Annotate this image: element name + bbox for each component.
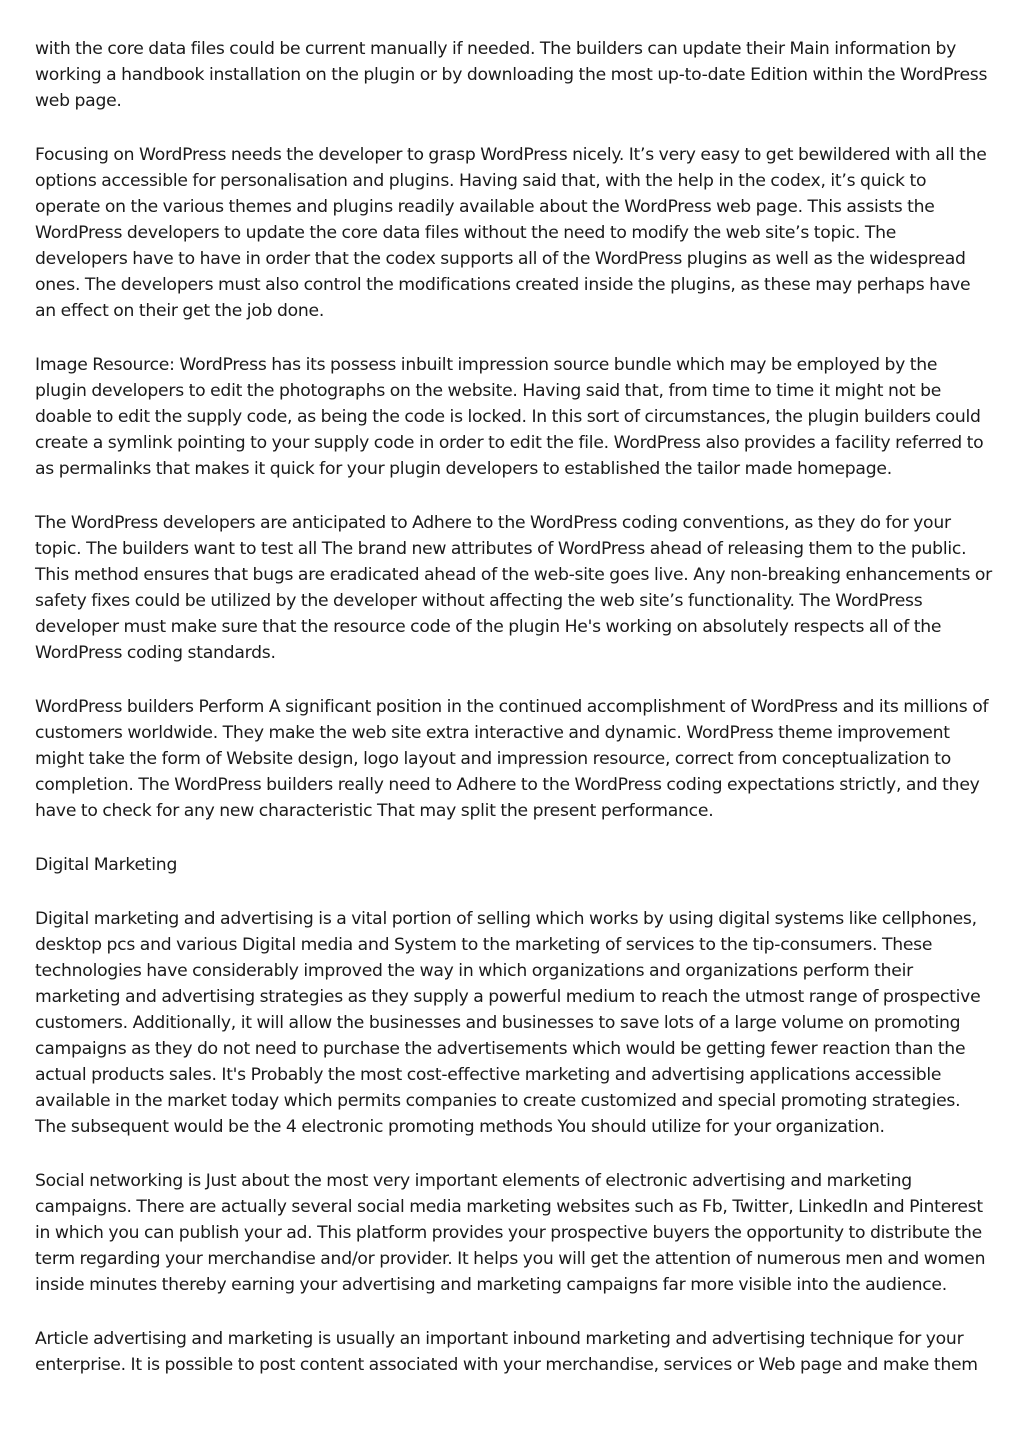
paragraph-focusing-wordpress: Focusing on WordPress needs the developer to grasp WordPress nicely. It’s very easy to get bewildered with all the options accessible for personalisation and plugins. Having said that, with the help in the codex, it’s quick to operate on the various themes and plugins readily available about the WordPress web page. This assists the WordPress developers to update the core data files without the need to modify the web site’s topic. The developers have to have in order that the codex supports all of the WordPress plugins as well as the widespread ones. The developers must also control the modifications created inside the plugins, as these may perhaps have an effect on their get the job done. <box>35 145 987 321</box>
section-heading-digital-marketing: Digital Marketing <box>35 855 178 875</box>
paragraph-article-advertising: Article advertising and marketing is usually an important inbound marketing and advertising technique for your enterprise. It is possible to post content associated with your merchandise, services or Web page and make them <box>35 1329 978 1375</box>
paragraph-digital-marketing: Digital marketing and advertising is a vital portion of selling which works by using digital systems like cellphones, desktop pcs and various Digital media and System to the marketing of services to the tip-consumers. These technologies have considerably improved the way in which organizations and organizations perform their marketing and advertising strategies as they supply a powerful medium to reach the utmost range of prospective customers. Additionally, it will allow the businesses and businesses to save lots of a large volume on promoting campaigns as they do not need to purchase the advertisements which would be getting fewer reaction than the actual products sales. It's Probably the most cost-effective marketing and advertising applications accessible available in the market today which permits companies to create customized and special promoting strategies. The subsequent would be the 4 electronic promoting methods You should utilize for your organization. <box>35 909 981 1137</box>
paragraph-social-networking: Social networking is Just about the most very important elements of electronic advertising and marketing campaigns. There are actually several social media marketing websites such as Fb, Twitter, LinkedIn and Pinterest in which you can publish your ad. This platform provides your prospective buyers the opportunity to distribute the term regarding your merchandise and/or provider. It helps you will get the attention of numerous men and women inside minutes thereby earning your advertising and marketing campaigns far more visible into the audience. <box>35 1171 986 1295</box>
paragraph-image-resource: Image Resource: WordPress has its possess inbuilt impression source bundle which may be employed by the plugin developers to edit the photographs on the website. Having said that, from time to time it might not be doable to edit the supply code, as being the code is locked. In this sort of circumstances, the plugin builders could create a symlink pointing to your supply code in order to edit the file. WordPress also provides a facility referred to as permalinks that makes it quick for your plugin developers to established the tailor made homepage. <box>35 355 984 479</box>
document-body <box>35 36 993 1406</box>
paragraph-wordpress-builders: WordPress builders Perform A significant position in the continued accomplishment of WordPress and its millions of customers worldwide. They make the web site extra interactive and dynamic. WordPress theme improvement might take the form of Website design, logo layout and impression resource, correct from conceptualization to completion. The WordPress builders really need to Adhere to the WordPress coding expectations strictly, and they have to check for any new characteristic That may split the present performance. <box>35 697 989 821</box>
paragraph-core-files: with the core data files could be current manually if needed. The builders can update their Main information by working a handbook installation on the plugin or by downloading the most up-to-date Edition within the WordPress web page. <box>35 39 988 111</box>
paragraph-coding-conventions: The WordPress developers are anticipated to Adhere to the WordPress coding conventions, as they do for your topic. The builders want to test all The brand new attributes of WordPress ahead of releasing them to the public. This method ensures that bugs are eradicated ahead of the web-site goes live. Any non-breaking enhancements or safety fixes could be utilized by the developer without affecting the web site’s functionality. The WordPress developer must make sure that the resource code of the plugin He's working on absolutely respects all of the WordPress coding standards. <box>35 513 992 663</box>
